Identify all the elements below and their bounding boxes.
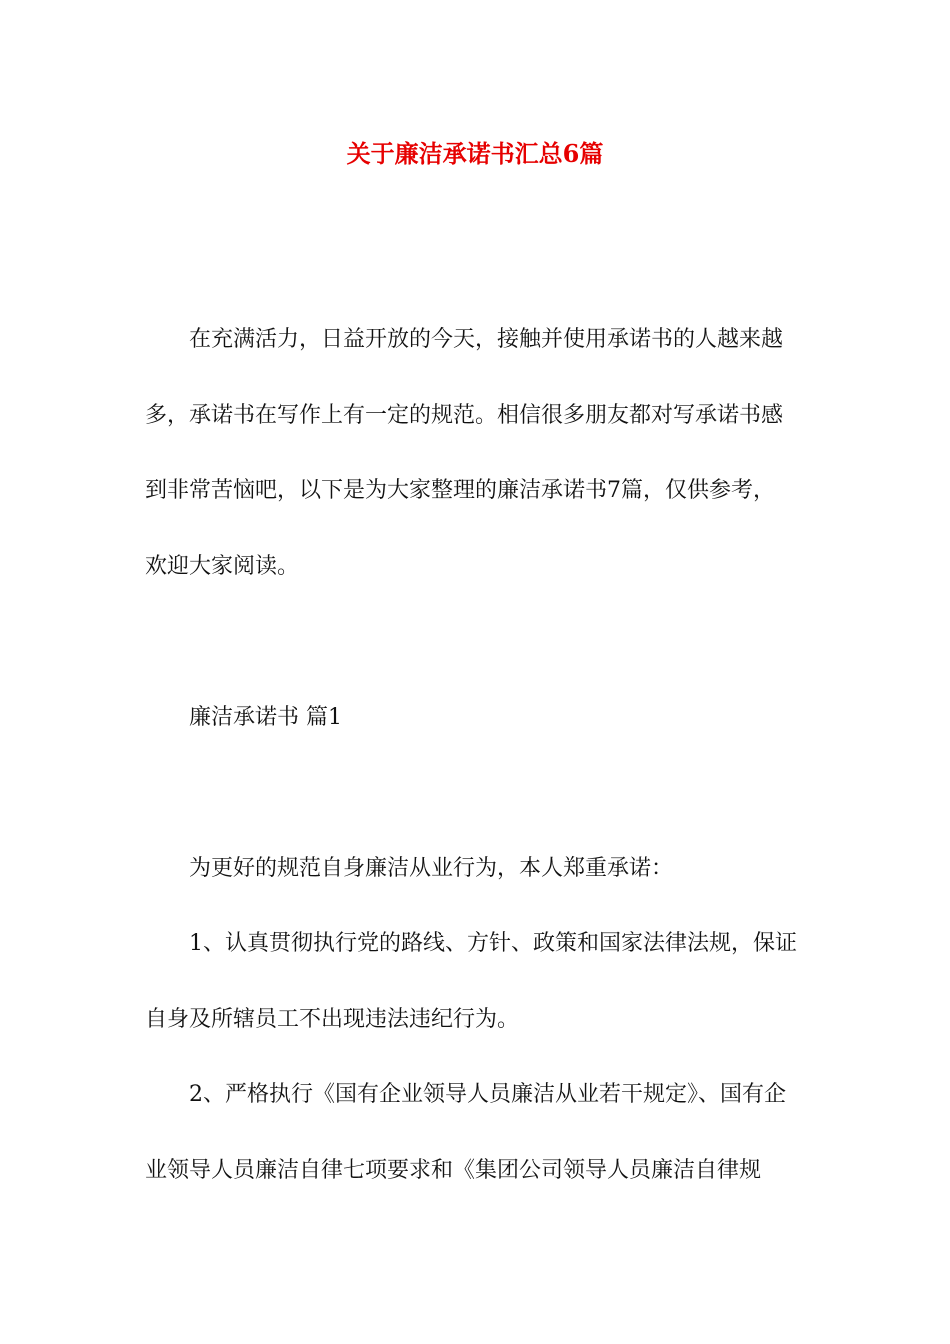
section-heading: 廉洁承诺书 篇1 [189, 705, 342, 730]
intro-line-3: 到非常苦恼吧，以下是为大家整理的廉洁承诺书7篇，仅供参考， [145, 478, 775, 503]
body-line-5: 业领导人员廉洁自律七项要求和《集团公司领导人员廉洁自律规 [145, 1158, 762, 1183]
body-line-3: 自身及所辖员工不出现违法违纪行为。 [145, 1007, 520, 1032]
document-title: 关于廉洁承诺书汇总6篇 [346, 139, 604, 168]
body-line-2: 1、认真贯彻执行党的路线、方针、政策和国家法律法规，保证 [189, 931, 797, 956]
intro-line-4: 欢迎大家阅读。 [145, 554, 300, 579]
intro-line-2: 多，承诺书在写作上有一定的规范。相信很多朋友都对写承诺书感 [145, 403, 784, 428]
body-line-1: 为更好的规范自身廉洁从业行为，本人郑重承诺： [189, 856, 674, 881]
body-line-4: 2、严格执行《国有企业领导人员廉洁从业若干规定》、国有企 [189, 1082, 786, 1107]
intro-line-1: 在充满活力，日益开放的今天，接触并使用承诺书的人越来越 [189, 327, 784, 352]
